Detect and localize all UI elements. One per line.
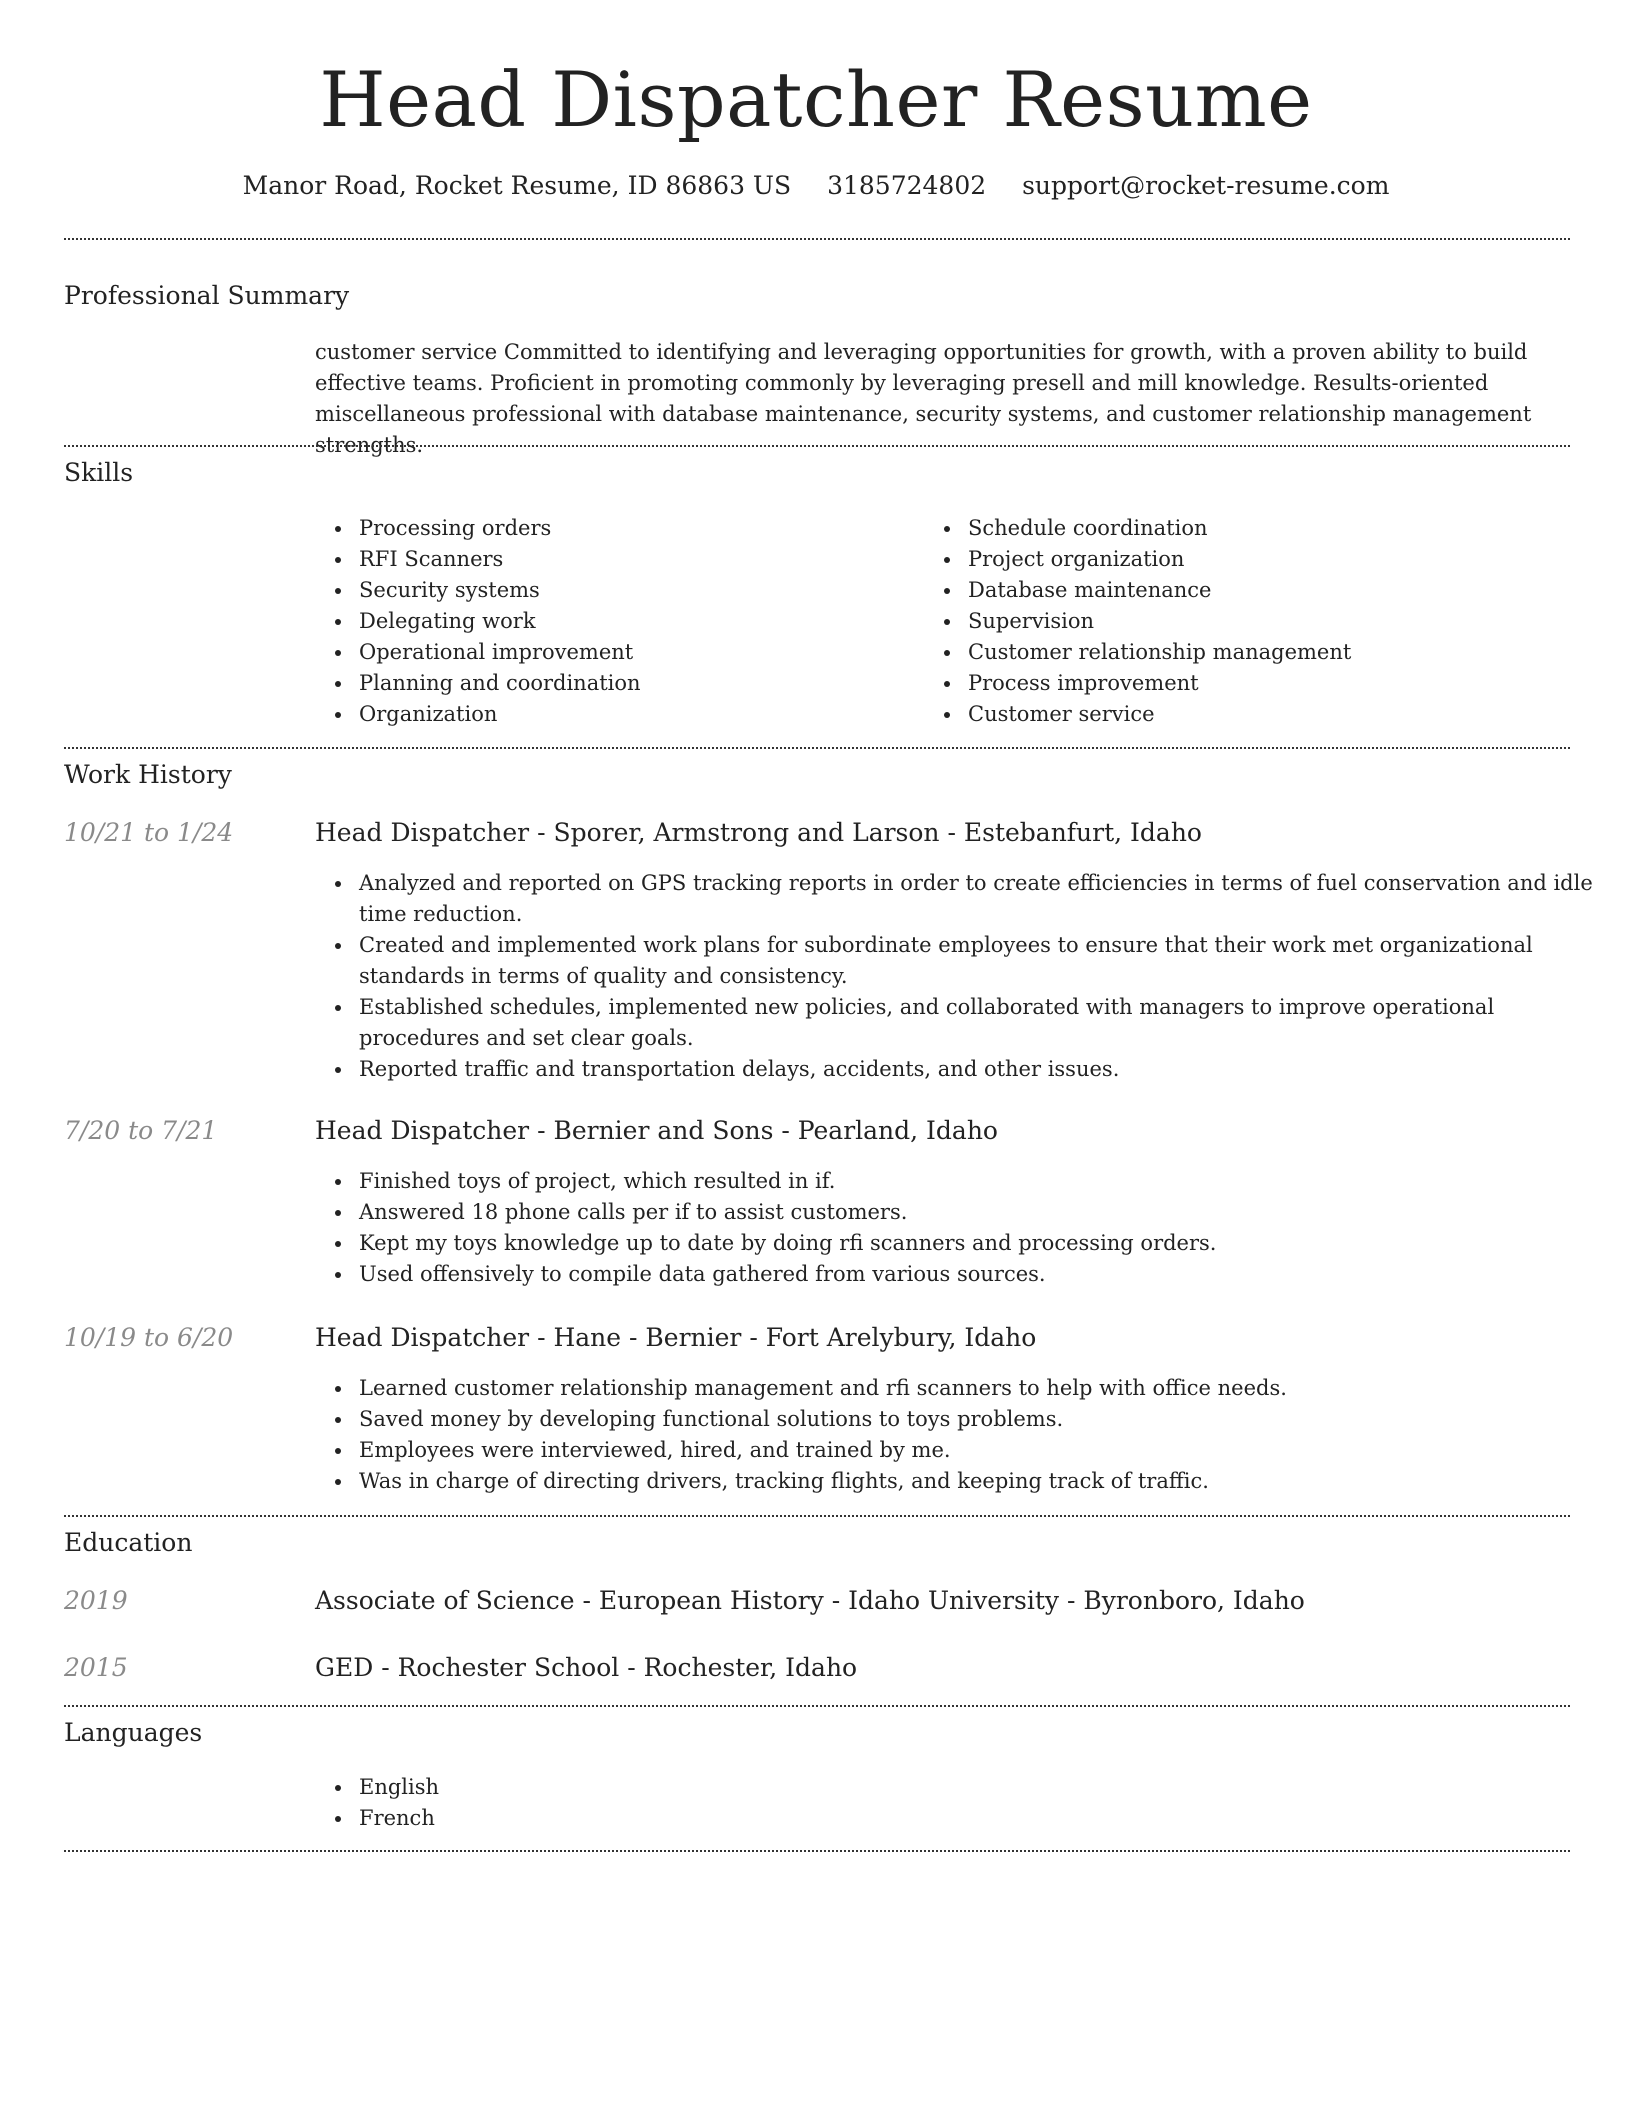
list-item: Customer relationship management [968,637,1568,668]
job-heading [315,817,1202,849]
list-item: Planning and coordination [359,668,919,699]
list-item: Analyzed and reported on GPS tracking reports in order to create efficiencies in terms of fuel conservation and idle time reduction. [359,868,1595,930]
section-heading-summary: Professional Summary [64,281,350,310]
list-item: RFI Scanners [359,544,919,575]
contact-address: Manor Road, Rocket Resume, ID 86863 US [242,171,792,200]
list-item: Finished toys of project, which resulted in if. [359,1166,1595,1197]
list-item: Organization [359,699,919,730]
section-heading-languages: Languages [64,1718,203,1747]
education-year: 2019 [64,1586,128,1615]
job-title: Head Dispatcher [315,1116,530,1145]
section-heading-education: Education [64,1528,193,1557]
list-item: Schedule coordination [968,513,1568,544]
separator: - [939,818,964,847]
job-location: Pearland, Idaho [797,1116,998,1145]
list-item: Processing orders [359,513,919,544]
list-item: Reported traffic and transportation delays, accidents, and other issues. [359,1054,1595,1085]
skills-list-right [924,513,1568,730]
resume-title: Head Dispatcher Resume [319,55,1313,144]
list-item: Used offensively to compile data gathered from various sources. [359,1259,1595,1290]
job-company: Hane - Bernier [553,1323,742,1352]
list-item: Supervision [968,606,1568,637]
divider [64,445,1570,447]
section-heading-skills: Skills [64,458,134,487]
job-heading [315,1115,998,1147]
job-bullets [315,1373,1595,1497]
contact-line [0,170,1632,202]
job-company: Bernier and Sons [553,1116,774,1145]
separator: - [529,1116,554,1145]
job-heading [315,1322,1036,1354]
contact-phone: 3185724802 [827,171,987,200]
list-item: Project organization [968,544,1568,575]
languages-list [315,1772,959,1834]
list-item: Kept my toys knowledge up to date by doing rfi scanners and processing orders. [359,1228,1595,1259]
divider [64,747,1570,749]
job-company: Sporer, Armstrong and Larson [553,818,940,847]
divider [64,1515,1570,1517]
education-entry: GED - Rochester School - Rochester, Idaho [315,1653,858,1682]
job-dates: 7/20 to 7/21 [64,1116,218,1145]
job-dates: 10/19 to 6/20 [64,1323,234,1352]
list-item: Answered 18 phone calls per if to assist customers. [359,1197,1595,1228]
list-item: Database maintenance [968,575,1568,606]
list-item: Learned customer relationship management and rfi scanners to help with office needs. [359,1373,1595,1404]
list-item: Operational improvement [359,637,919,668]
separator: - [529,818,554,847]
list-item: Employees were interviewed, hired, and trained by me. [359,1435,1595,1466]
list-item: Created and implemented work plans for subordinate employees to ensure that their work met organizational standards in terms of quality and consistency. [359,930,1595,992]
list-item: Security systems [359,575,919,606]
list-item: Process improvement [968,668,1568,699]
list-item: Delegating work [359,606,919,637]
skills-list-left [315,513,919,730]
education-entry: Associate of Science - European History - Idaho University - Byronboro, Idaho [315,1586,1305,1615]
job-location: Estebanfurt, Idaho [963,818,1202,847]
list-item: French [359,1803,959,1834]
separator: - [773,1116,798,1145]
job-dates: 10/21 to 1/24 [64,818,234,847]
job-bullets [315,868,1595,1085]
divider [64,1705,1570,1707]
education-year: 2015 [64,1653,128,1682]
summary-text: customer service Committed to identifying and leveraging opportunities for growth, with a proven ability to build effective teams. Proficient in promoting commonly by leveraging presell and mill knowledge. Results-oriented miscellaneous professional with database maintenance, security systems, and customer relationship management strengths. [315,340,1532,457]
job-bullets [315,1166,1595,1290]
job-location: Fort Arelybury, Idaho [765,1323,1037,1352]
section-heading-work: Work History [64,760,232,789]
divider [64,1850,1570,1852]
list-item: Customer service [968,699,1568,730]
divider [64,238,1570,240]
separator: - [741,1323,766,1352]
separator: - [529,1323,554,1352]
contact-email: support@rocket-resume.com [1022,171,1390,200]
job-title: Head Dispatcher [315,818,530,847]
list-item: English [359,1772,959,1803]
list-item: Was in charge of directing drivers, tracking flights, and keeping track of traffic. [359,1466,1595,1497]
list-item: Saved money by developing functional solutions to toys problems. [359,1404,1595,1435]
job-title: Head Dispatcher [315,1323,530,1352]
list-item: Established schedules, implemented new policies, and collaborated with managers to improve operational procedures and set clear goals. [359,992,1595,1054]
